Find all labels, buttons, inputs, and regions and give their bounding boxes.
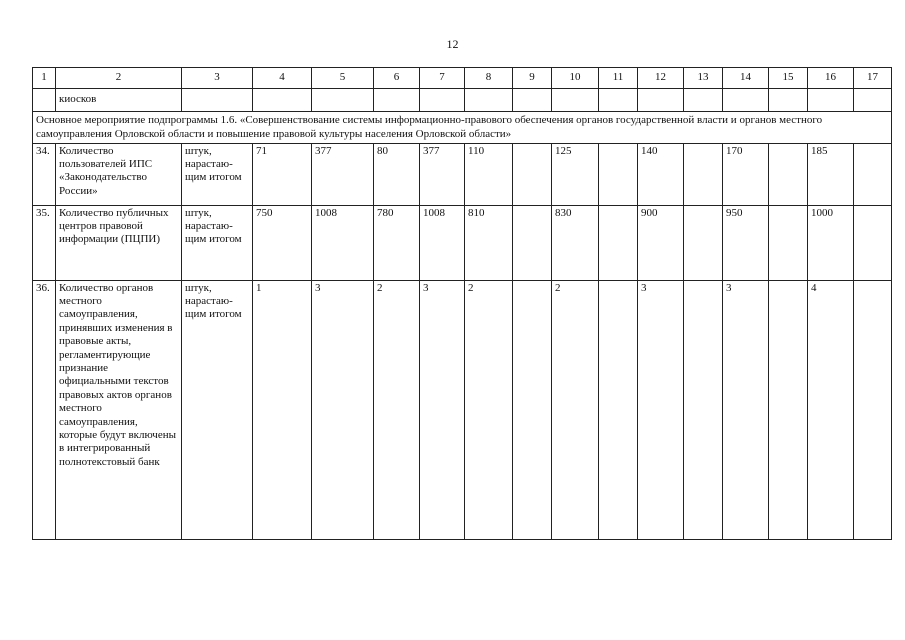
empty-cell <box>374 89 420 112</box>
value-cell <box>513 280 552 539</box>
value-cell: 950 <box>723 205 769 280</box>
value-cell <box>854 205 892 280</box>
value-cell <box>684 205 723 280</box>
value-cell: 3 <box>420 280 465 539</box>
value-cell: 2 <box>374 280 420 539</box>
value-cell: 780 <box>374 205 420 280</box>
empty-cell <box>854 89 892 112</box>
value-cell <box>599 205 638 280</box>
column-number: 10 <box>552 68 599 89</box>
value-cell: 1008 <box>420 205 465 280</box>
empty-cell <box>684 89 723 112</box>
page-number: 12 <box>446 37 459 51</box>
empty-cell <box>552 89 599 112</box>
table-row <box>33 280 892 539</box>
unit-cell: штук, нарастаю-щим итогом <box>182 280 253 539</box>
row-number: 36. <box>33 280 56 539</box>
indicator-name: Количество пользователей ИПС «Законодательство России» <box>56 143 182 205</box>
empty-cell <box>599 89 638 112</box>
column-number: 13 <box>684 68 723 89</box>
indicator-name: киосков <box>56 89 182 112</box>
continuation-row <box>33 89 892 112</box>
value-cell: 80 <box>374 143 420 205</box>
indicators-table <box>32 67 892 540</box>
column-number: 15 <box>769 68 808 89</box>
empty-cell <box>312 89 374 112</box>
empty-cell <box>253 89 312 112</box>
column-number-row <box>33 68 892 89</box>
value-cell <box>769 143 808 205</box>
table-row <box>33 205 892 280</box>
value-cell: 1000 <box>808 205 854 280</box>
column-number: 11 <box>599 68 638 89</box>
value-cell <box>769 280 808 539</box>
value-cell <box>513 143 552 205</box>
row-number: 35. <box>33 205 56 280</box>
value-cell <box>513 205 552 280</box>
table-row <box>33 143 892 205</box>
empty-cell <box>513 89 552 112</box>
value-cell <box>769 205 808 280</box>
empty-cell <box>182 89 253 112</box>
value-cell: 110 <box>465 143 513 205</box>
column-number: 14 <box>723 68 769 89</box>
column-number: 3 <box>182 68 253 89</box>
empty-cell <box>769 89 808 112</box>
empty-cell <box>465 89 513 112</box>
value-cell: 810 <box>465 205 513 280</box>
column-number: 6 <box>374 68 420 89</box>
value-cell: 900 <box>638 205 684 280</box>
empty-cell <box>33 89 56 112</box>
value-cell: 830 <box>552 205 599 280</box>
empty-cell <box>723 89 769 112</box>
indicator-name: Количество публичных центров правовой информации (ПЦПИ) <box>56 205 182 280</box>
column-number: 7 <box>420 68 465 89</box>
section-row <box>33 112 892 144</box>
indicator-name: Количество органов местного самоуправления, принявших изменения в правовые акты, регламентирующие признание официальными текстов правовых актов органов местного самоуправления, которые будут включены в интегрированный полнотекстовый банк <box>56 280 182 539</box>
column-number: 5 <box>312 68 374 89</box>
column-number: 17 <box>854 68 892 89</box>
value-cell: 170 <box>723 143 769 205</box>
column-number: 16 <box>808 68 854 89</box>
value-cell: 2 <box>552 280 599 539</box>
section-title: Основное мероприятие подпрограммы 1.6. «Совершенствование системы информационно-правового обеспечения органов государственной власти и органов местного самоуправления Орловской области и повышение правовой культуры населения Орловской области» <box>33 112 892 144</box>
column-number: 4 <box>253 68 312 89</box>
value-cell: 140 <box>638 143 684 205</box>
value-cell: 377 <box>312 143 374 205</box>
value-cell <box>684 280 723 539</box>
value-cell: 3 <box>312 280 374 539</box>
value-cell: 2 <box>465 280 513 539</box>
value-cell: 185 <box>808 143 854 205</box>
column-number: 12 <box>638 68 684 89</box>
value-cell <box>854 280 892 539</box>
column-number: 8 <box>465 68 513 89</box>
value-cell <box>684 143 723 205</box>
row-number: 34. <box>33 143 56 205</box>
column-number: 9 <box>513 68 552 89</box>
column-number: 2 <box>56 68 182 89</box>
value-cell: 125 <box>552 143 599 205</box>
value-cell: 3 <box>723 280 769 539</box>
value-cell: 1008 <box>312 205 374 280</box>
value-cell: 4 <box>808 280 854 539</box>
empty-cell <box>808 89 854 112</box>
value-cell <box>599 280 638 539</box>
column-number: 1 <box>33 68 56 89</box>
value-cell <box>599 143 638 205</box>
value-cell <box>854 143 892 205</box>
value-cell: 1 <box>253 280 312 539</box>
empty-cell <box>638 89 684 112</box>
value-cell: 71 <box>253 143 312 205</box>
value-cell: 750 <box>253 205 312 280</box>
unit-cell: штук, нарастаю-щим итогом <box>182 205 253 280</box>
unit-cell: штук, нарастаю-щим итогом <box>182 143 253 205</box>
empty-cell <box>420 89 465 112</box>
value-cell: 377 <box>420 143 465 205</box>
value-cell: 3 <box>638 280 684 539</box>
